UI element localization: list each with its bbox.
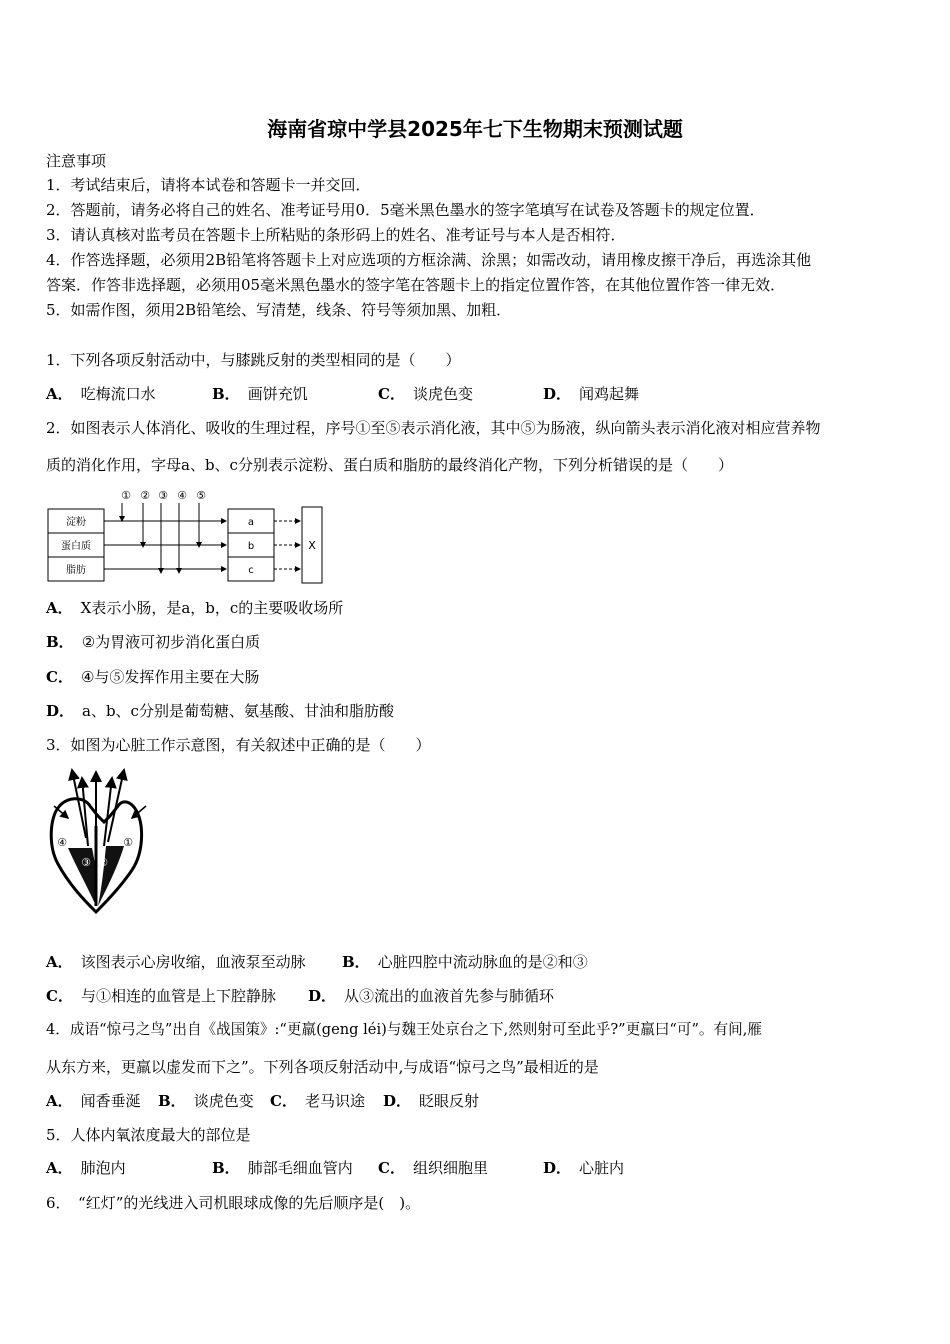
notice-item: 4．作答选择题，必须用2B铅笔将答题卡上对应选项的方框涂满、涂黑；如需改动，请用橡皮擦干净后，再选涂其他	[46, 251, 812, 269]
heart-chamber-label: ②	[98, 856, 108, 869]
digestive-juice-number: ③	[158, 489, 168, 502]
q2-option-a: A． X表示小肠，是a，b，c的主要吸收场所	[46, 599, 344, 617]
q2-option-c: C． ④与⑤发挥作用主要在大肠	[46, 668, 260, 686]
q4-option-a: A． 闻香垂涎	[46, 1092, 141, 1110]
q3-option-c: C． 与①相连的血管是上下腔静脉	[46, 987, 276, 1005]
heart-diagram	[46, 766, 156, 918]
heart-chamber-label: ④	[57, 836, 67, 849]
digestive-juice-number: ⑤	[196, 489, 206, 502]
q1-option-b: B． 画饼充饥	[212, 385, 308, 403]
nutrient-label: 蛋白质	[61, 541, 91, 552]
notice-item: 2．答题前，请务必将自己的姓名、准考证号用0．5毫米黑色墨水的签字笔填写在试卷及答题卡的规定位置．	[46, 201, 765, 219]
heart-chamber-label: ③	[81, 856, 91, 869]
q5-option-c: C． 组织细胞里	[378, 1159, 488, 1177]
q3-option-b: B． 心脏四腔中流动脉血的是②和③	[342, 953, 588, 971]
absorption-site-label: X	[308, 539, 316, 552]
question-1-stem: 1．下列各项反射活动中，与膝跳反射的类型相同的是（ ）	[46, 351, 461, 369]
notice-item: 1．考试结束后，请将本试卷和答题卡一并交回．	[46, 176, 371, 194]
product-label: a	[247, 517, 255, 528]
q5-option-d: D． 心脏内	[543, 1159, 625, 1177]
product-label: b	[247, 541, 255, 552]
question-6-stem: 6． “红灯”的光线进入司机眼球成像的先后顺序是( )。	[46, 1194, 421, 1212]
q1-option-c: C． 谈虎色变	[378, 385, 473, 403]
notice-item: 5．如需作图，须用2B铅笔绘、写清楚，线条、符号等须加黑、加粗．	[46, 301, 512, 319]
q2-option-b: B． ②为胃液可初步消化蛋白质	[46, 633, 261, 651]
q4-option-c: C． 老马识途	[270, 1092, 365, 1110]
q4-option-b: B． 谈虎色变	[158, 1092, 254, 1110]
q4-option-d: D． 眨眼反射	[383, 1092, 480, 1110]
nutrient-label: 淀粉	[66, 517, 86, 528]
heart-chamber-label: ①	[123, 836, 133, 849]
q5-option-b: B． 肺部毛细血管内	[212, 1159, 353, 1177]
digestive-juice-number: ①	[121, 489, 131, 502]
notice-heading: 注意事项	[46, 152, 107, 170]
q2-option-d: D． a、b、c分别是葡萄糖、氨基酸、甘油和脂肪酸	[46, 702, 394, 720]
nutrient-label: 脂肪	[66, 565, 86, 576]
notice-item: 3．请认真核对监考员在答题卡上所粘贴的条形码上的姓名、准考证号与本人是否相符．	[46, 226, 626, 244]
q5-option-a: A． 肺泡内	[46, 1159, 126, 1177]
question-3-stem: 3．如图为心脏工作示意图，有关叙述中正确的是（ ）	[46, 736, 431, 754]
question-4-stem-line2: 从东方来，更羸以虚发而下之”。下列各项反射活动中,与成语“惊弓之鸟”最相近的是	[46, 1058, 599, 1076]
notice-item: 答案．作答非选择题，必须用05毫米黑色墨水的签字笔在答题卡上的指定位置作答，在其他位置作答一律无效．	[46, 276, 786, 294]
q3-option-a: A． 该图表示心房收缩，血液泵至动脉	[46, 953, 306, 971]
question-2-stem-line1: 2．如图表示人体消化、吸收的生理过程，序号①至⑤表示消化液，其中⑤为肠液，纵向箭头表示消化液对相应营养物	[46, 419, 821, 437]
q1-option-d: D． 闻鸡起舞	[543, 385, 640, 403]
digestive-juice-number: ②	[140, 489, 150, 502]
digestion-diagram	[46, 487, 326, 587]
product-label: c	[248, 565, 254, 576]
question-5-stem: 5．人体内氧浓度最大的部位是	[46, 1126, 251, 1144]
q1-option-a: A． 吃梅流口水	[46, 385, 156, 403]
question-4-stem-line1: 4．成语“惊弓之鸟”出自《战国策》:“更羸(geng léi)与魏王处京台之下,然则射可至此乎?”更羸曰“可”。有间,雁	[46, 1021, 762, 1038]
question-2-stem-line2: 质的消化作用，字母a、b、c分别表示淀粉、蛋白质和脂肪的最终消化产物，下列分析错误的是（ ）	[46, 456, 733, 474]
digestive-juice-number: ④	[177, 489, 187, 502]
q3-option-d: D． 从③流出的血液首先参与肺循环	[308, 987, 555, 1005]
page-title: 海南省琼中学县2025年七下生物期末预测试题	[267, 117, 683, 141]
